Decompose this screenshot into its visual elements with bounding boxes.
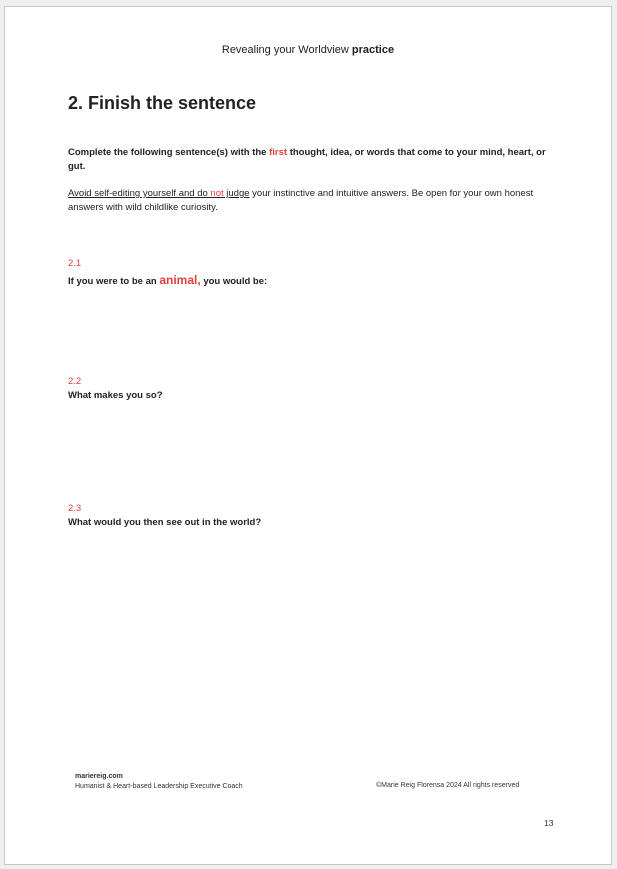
question-1-end: you would be:	[200, 276, 268, 287]
page-header	[5, 44, 611, 56]
instruction-2-end: your instinctive and intuitive answers. Be open for your own honest answers with wild childlike curiosity.	[68, 188, 534, 213]
document-page	[4, 6, 612, 865]
question-number: 2.3	[68, 503, 82, 514]
instruction-2-highlight: not	[210, 188, 224, 199]
instruction-2-judge: judge	[223, 188, 250, 199]
footer-brand: mariereig.com	[75, 773, 123, 780]
question-text	[68, 273, 267, 287]
footer-copyright: ©Marie Reig Florensa 2024 All rights reserved	[376, 782, 520, 789]
question-number: 2.1	[68, 258, 82, 269]
page-number: 13	[544, 818, 554, 828]
header-title: Revealing your Worldview	[221, 44, 349, 56]
question-text: What makes you so?	[68, 390, 163, 401]
footer-tagline: Humanist & Heart-based Leadership Executive Coach	[75, 783, 243, 790]
question-text: What would you then see out in the world?	[68, 517, 262, 528]
instruction-paragraph-2	[68, 187, 558, 215]
question-1-start: If you were to be an	[68, 276, 160, 287]
instruction-1-end: thought, idea, or words that come to your mind, heart, or gut.	[68, 147, 546, 172]
instruction-paragraph-1	[68, 146, 558, 174]
instruction-1-start: Complete the following sentence(s) with the	[68, 147, 270, 158]
footer-left	[75, 772, 243, 792]
header-title-bold: practice	[351, 44, 395, 56]
instruction-1-highlight: first	[269, 147, 288, 158]
instruction-2-start-text: Avoid self-editing yourself and do	[68, 188, 211, 199]
question-number: 2.2	[68, 376, 82, 387]
instruction-2-start	[68, 188, 250, 199]
question-1-highlight: animal,	[159, 273, 201, 287]
section-title: 2. Finish the sentence	[68, 93, 257, 113]
